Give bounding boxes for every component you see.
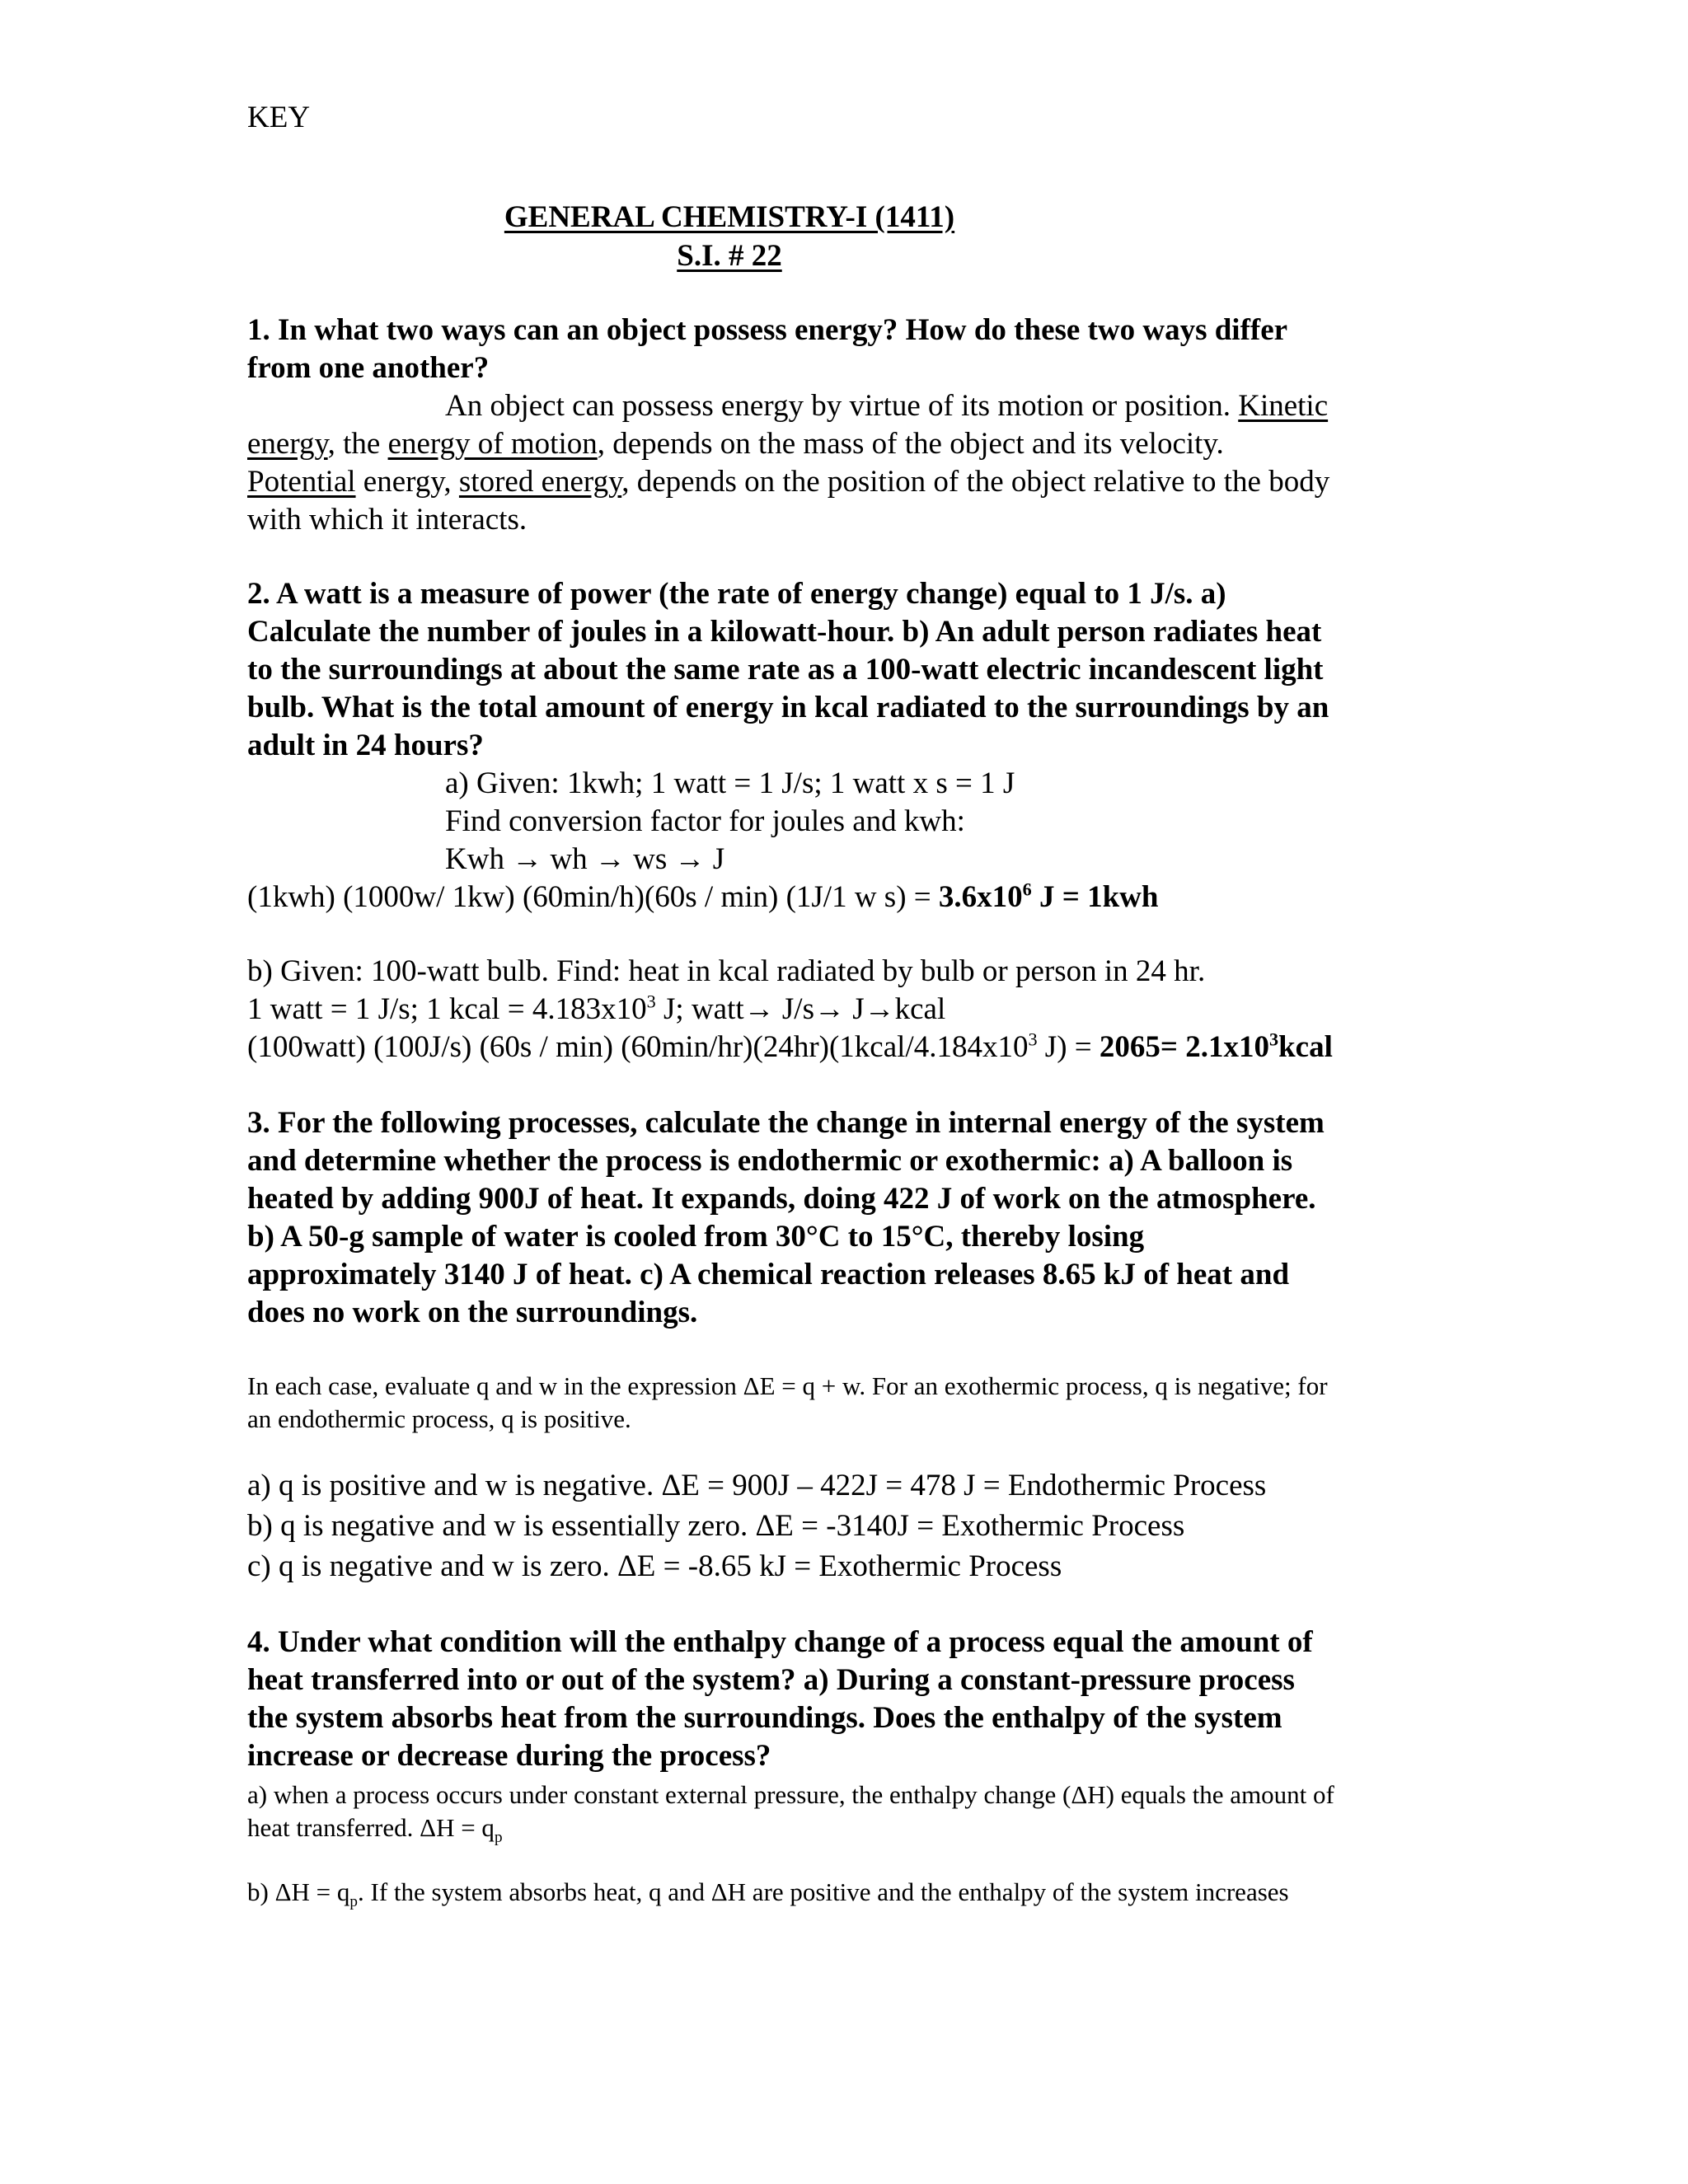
answer-2a-calculation: (1kwh) (1000w/ 1kw) (60min/h)(60s / min) (1J/1 w $s) = 3.6x10^6$ J = 1kwh	[247, 879, 1159, 914]
answer-1-line-3: Potential energy, stored energy, depends on the position of the object relative to the body	[247, 465, 1330, 499]
question-3-line-4: b) A 50-g sample of water is cooled from 30°C to 15°C, thereby losing	[247, 1220, 1145, 1254]
answer-2b-conversion: 1 watt = 1 J/s; 1 kcal = $4.183x10^3$ J; watt→ J/s→ J→kcal	[247, 991, 946, 1026]
answer-1-line-4: with which it interacts.	[247, 503, 528, 537]
question-2-line-1: 2. A watt is a measure of power (the rate of energy change) equal to 1 J/s. a)	[247, 577, 1226, 611]
answer-2a-given: a) Given: 1kwh; 1 watt = 1 J/s; 1 watt x s = 1 J	[445, 766, 1015, 800]
question-1-line-1: 1. In what two ways can an object possess energy? How do these two ways differ	[247, 313, 1288, 347]
question-4-line-1: 4. Under what condition will the enthalpy change of a process equal the amount of	[247, 1625, 1313, 1659]
question-4-line-2: heat transferred into or out of the system? a) During a constant-pressure process	[247, 1663, 1295, 1697]
question-3-line-2: and determine whether the process is endothermic or exothermic: a) A balloon is	[247, 1144, 1293, 1178]
question-2-line-4: bulb. What is the total amount of energy in kcal radiated to the surroundings by an	[247, 691, 1329, 724]
page-subtitle: S.I. # 22	[677, 239, 782, 273]
question-3-line-3: heated by adding 900J of heat. It expands, doing 422 J of work on the atmosphere.	[247, 1182, 1316, 1216]
question-4-line-3: the system absorbs heat from the surroundings. Does the enthalpy of the system	[247, 1701, 1282, 1735]
answer-3-note-line-1: In each case, evaluate q and w in the expression ΔE = q + w. For an exothermic process, q is negative; for	[247, 1371, 1328, 1400]
question-1-line-2: from one another?	[247, 351, 490, 385]
question-3-line-5: approximately 3140 J of heat. c) A chemical reaction releases 8.65 kJ of heat and	[247, 1258, 1290, 1291]
answer-1-line-1: An object can possess energy by virtue of its motion or position. Kinetic	[445, 389, 1329, 423]
question-2-line-3: to the surroundings at about the same rate as a 100-watt electric incandescent light	[247, 653, 1324, 687]
answer-1-line-2: energy, the energy of motion, depends on the mass of the object and its velocity.	[247, 427, 1224, 461]
question-4-line-4: increase or decrease during the process?	[247, 1739, 771, 1773]
answer-3c: c) q is negative and w is zero. ΔE = -8.65 kJ = Exothermic Process	[247, 1549, 1062, 1583]
answer-4b: b) $\Delta H = q_p$. If the system absorbs heat, q and ΔH are positive and the enthalpy of the system increases	[247, 1877, 1289, 1911]
question-3-line-1: 3. For the following processes, calculate the change in internal energy of the system	[247, 1106, 1325, 1140]
answer-2a-find: Find conversion factor for joules and kwh:	[445, 804, 965, 838]
page-title: GENERAL CHEMISTRY-I (1411)	[504, 200, 955, 234]
answer-2a-chain: Kwh → wh → ws → J	[445, 842, 725, 876]
answer-2b-given: b) Given: 100-watt bulb. Find: heat in kcal radiated by bulb or person in 24 hr.	[247, 954, 1206, 988]
question-2-line-2: Calculate the number of joules in a kilowatt-hour. b) An adult person radiates heat	[247, 615, 1322, 649]
answer-3b: b) q is negative and w is essentially zero. ΔE = -3140J = Exothermic Process	[247, 1509, 1185, 1543]
question-3-line-6: does no work on the surroundings.	[247, 1296, 698, 1329]
answer-3-note-line-2: an endothermic process, q is positive.	[247, 1404, 631, 1433]
question-2-line-5: adult in 24 hours?	[247, 729, 484, 762]
answer-2b-calculation: (100watt) (100J/s) (60s / min) $(60\min/hr)(24hr)(1kcal/4.184x10^3$ $J) = 2065= 2.1x10^3kcal$	[247, 1029, 1333, 1064]
answer-4a-line-1: a) when a process occurs under constant external pressure, the enthalpy change (ΔH) equals the amount of	[247, 1780, 1334, 1809]
answer-3a: a) q is positive and w is negative. ΔE = 900J – 422J = 478 J = Endothermic Process	[247, 1469, 1267, 1502]
answer-4a-line-2: heat transferred. $\Delta H = q_p$	[247, 1813, 503, 1847]
key-label: KEY	[247, 101, 311, 134]
